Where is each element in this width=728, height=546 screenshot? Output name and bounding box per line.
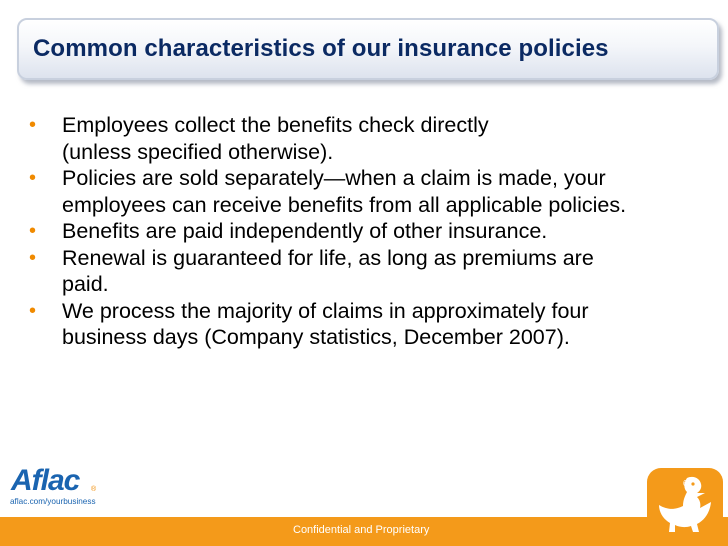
bullet-text-line: (unless specified otherwise).	[62, 139, 334, 164]
bullet-item	[26, 298, 716, 351]
logo-wordmark: Aflac	[11, 464, 80, 497]
bullet-item	[26, 245, 716, 298]
bullet-text-line: Renewal is guaranteed for life, as long as premiums are	[62, 245, 594, 270]
bullet-item	[26, 165, 716, 218]
footer-confidential-text: Confidential and Proprietary	[293, 524, 430, 536]
title-bar	[17, 18, 719, 80]
bullet-marker: •	[29, 299, 37, 322]
bullet-marker: •	[29, 114, 37, 136]
bullet-marker: •	[29, 220, 37, 242]
slide-title: Common characteristics of our insurance policies	[33, 35, 609, 62]
aflac-logo	[9, 466, 99, 510]
bullet-text-line: Employees collect the benefits check directly	[62, 113, 489, 137]
bullet-text-line: Benefits are paid independently of other insurance.	[62, 219, 548, 243]
bullet-marker: •	[29, 246, 37, 269]
bullet-list	[26, 112, 716, 351]
logo-url: aflac.com/yourbusiness	[10, 497, 96, 506]
bullet-text-line: paid.	[62, 272, 109, 296]
page-number: 6	[683, 479, 688, 488]
registered-mark: ®	[91, 486, 97, 493]
bullet-item	[26, 218, 716, 245]
bullet-text-line: Policies are sold separately—when a claim is made, your	[62, 166, 606, 190]
bullet-item	[26, 112, 716, 165]
bullet-text-line: employees can receive benefits from all applicable policies.	[62, 192, 627, 217]
bullet-text-line: We process the majority of claims in approximately four	[62, 298, 589, 323]
bullet-marker: •	[29, 167, 37, 189]
bullet-text-line: business days (Company statistics, December 2007).	[62, 325, 570, 349]
